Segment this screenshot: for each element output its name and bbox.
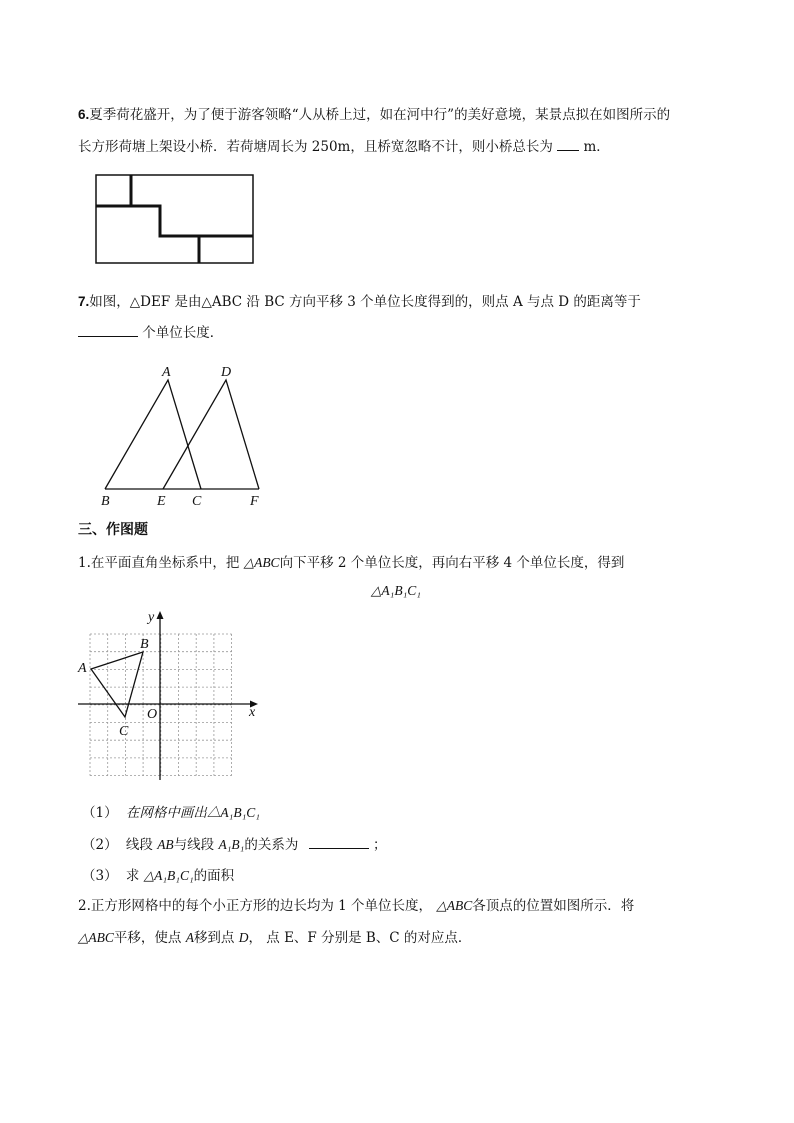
label-c: C: [192, 494, 202, 509]
p2-line2: [78, 926, 471, 946]
q7-text-2: 个单位长度．: [142, 325, 224, 341]
q7-number: 7.: [78, 294, 90, 309]
p1-triangle-abc: △ABC: [243, 555, 280, 570]
vertex-a-label: A: [78, 661, 87, 676]
p1-text-1b: 向下平移 2 个单位长度，再向右平移 4 个单位长度，得到: [279, 555, 625, 571]
p1-number: 1.: [78, 555, 91, 571]
q6-unit: m．: [583, 139, 610, 155]
sub2-number: （2）: [82, 837, 118, 853]
p2-number: 2.: [78, 898, 91, 914]
grid-lines: [90, 634, 232, 776]
p1-line2: △A₁B₁C₁: [371, 583, 421, 598]
x-axis-label: x: [249, 705, 256, 720]
sub2-answer-blank[interactable]: [309, 836, 369, 849]
q6-number: 6.: [78, 107, 90, 122]
p1-sub1: [82, 801, 260, 821]
label-a: A: [162, 365, 171, 380]
label-d: D: [221, 365, 232, 380]
label-b: B: [101, 494, 110, 509]
sub2-text-a: 线段: [125, 837, 158, 853]
p2-text-1a: 正方形网格中的每个小正方形的边长均为 1 个单位长度，: [90, 898, 437, 914]
q7-text-1: 如图，△DEF 是由△ABC 沿 BC 方向平移 3 个单位长度得到的，则点 A 与点 D 的距离等于: [89, 294, 641, 310]
y-axis-arrow: [157, 611, 164, 619]
q6-text-2: 长方形荷塘上架设小桥．若荷塘周长为 250m，且桥宽忽略不计，则小桥总长为: [78, 139, 553, 155]
p2-point-d: D: [238, 930, 249, 945]
p1-text-1a: 在平面直角坐标系中，把: [90, 555, 244, 571]
p2-text-1b: 各顶点的位置如图所示．将: [472, 898, 635, 914]
vertex-c-label: C: [119, 724, 129, 739]
p2-triangle-abc-2: △ABC: [78, 930, 114, 945]
p2-text-2b: 平移，使点: [113, 930, 186, 946]
sub3-number: （3）: [82, 868, 118, 884]
p1-sub3: [82, 864, 234, 884]
sub2-end: ；: [372, 837, 387, 853]
section-heading: 三、作图题: [78, 522, 148, 538]
p2-text-2d: ， 点 E、F 分别是 B、C 的对应点．: [248, 930, 472, 946]
sub1-number: （1）: [82, 805, 118, 821]
p2-line1: [78, 894, 634, 914]
sub2-text-c: 的关系为: [244, 837, 299, 853]
q6-text-1: 夏季荷花盛开，为了便于游客领略“人从桥上过，如在河中行”的美好意境，某景点拟在如图所示的: [89, 107, 671, 123]
triangle-abc-grid: [91, 652, 143, 717]
sub2-text-b: 与线段: [173, 837, 219, 853]
label-f: F: [250, 494, 259, 509]
p2-triangle-abc: △ABC: [436, 898, 473, 913]
y-axis-label: y: [148, 610, 155, 625]
sub3-triangle: △A₁B₁C₁: [143, 868, 194, 883]
sub1-text: 在网格中画出△A₁B₁C₁: [125, 805, 260, 820]
origin-label: O: [147, 707, 158, 722]
sub3-text-a: 求: [125, 868, 144, 884]
label-e: E: [157, 494, 166, 509]
p1-sub2: [82, 833, 386, 853]
sub3-text-b: 的面积: [193, 868, 235, 884]
sub2-segment-ab: AB: [157, 837, 174, 852]
vertex-b-label: B: [140, 637, 149, 652]
p2-point-a: A: [185, 930, 194, 945]
p2-text-2c: 移到点: [193, 930, 239, 946]
sub2-segment-a1b1: A₁B₁: [218, 837, 245, 852]
